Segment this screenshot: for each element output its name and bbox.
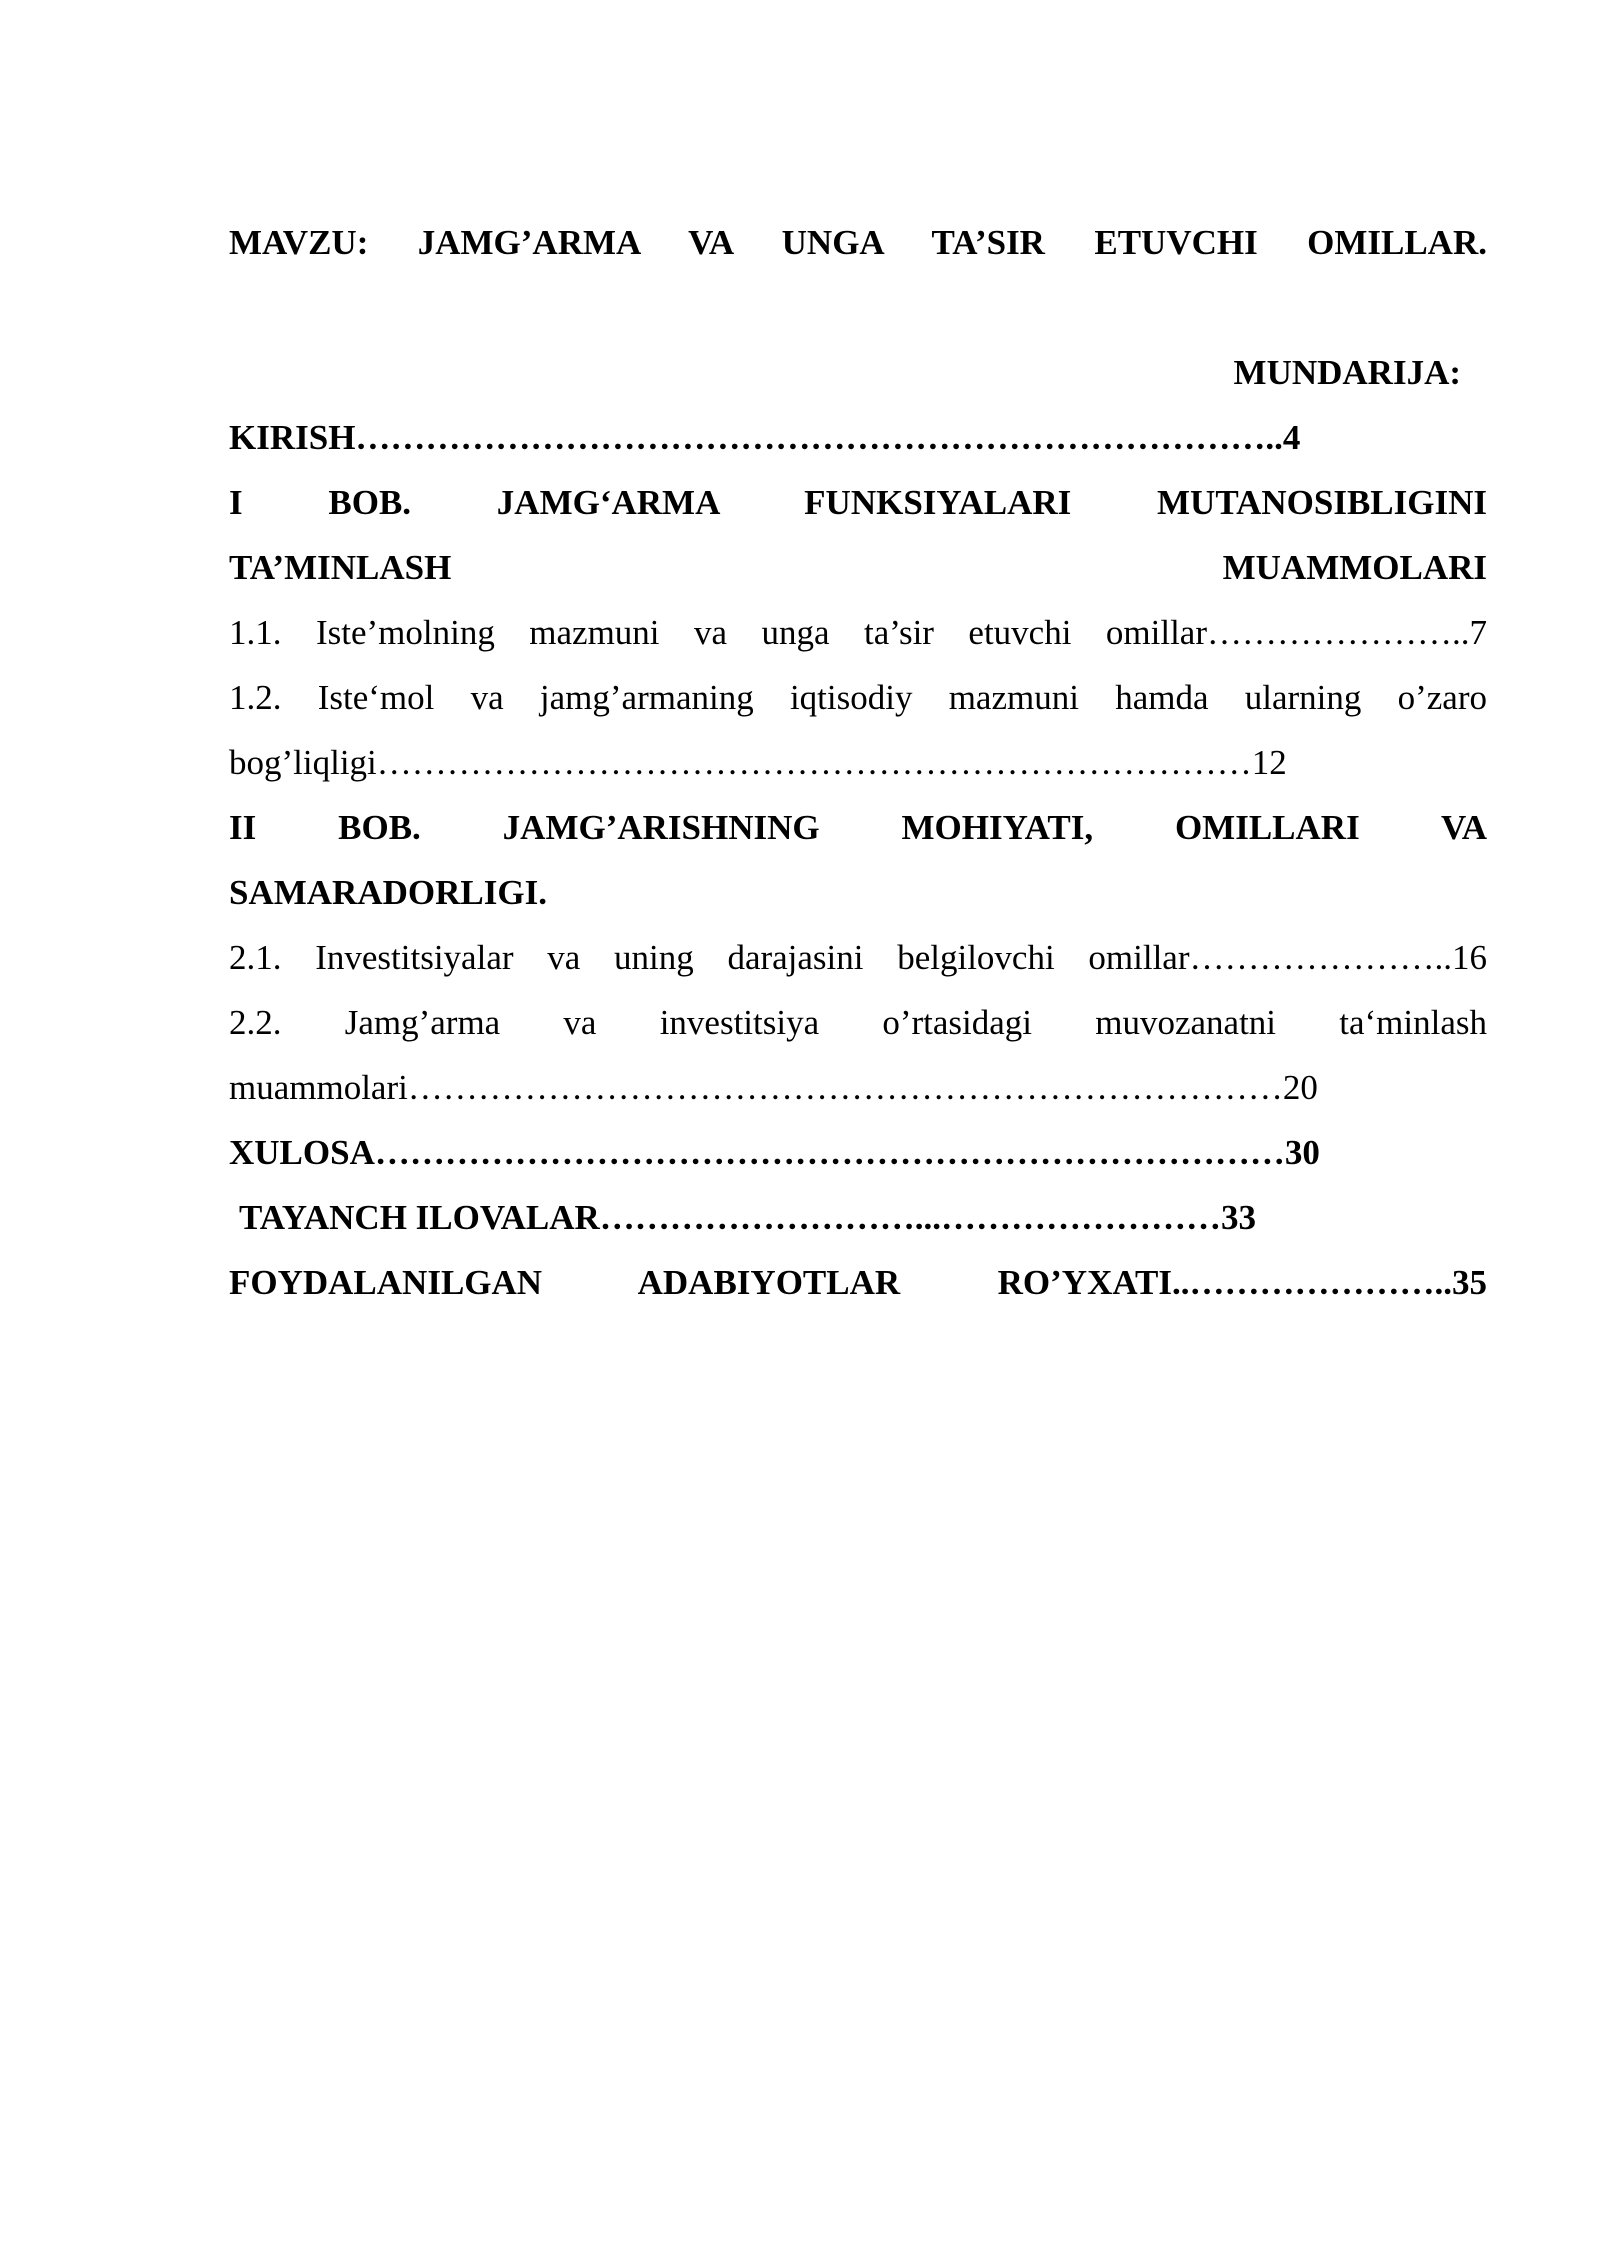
toc-chapter-1-line-2: TA’MINLASH MUAMMOLARI <box>229 548 1487 587</box>
toc-chapter-2-line-1: II BOB. JAMG’ARISHNING MOHIYATI, OMILLARI VA <box>229 808 1487 847</box>
toc-section-1-1: 1.1. Iste’molning mazmuni va unga ta’sir etuvchi omillar…………………..7 <box>229 613 1487 652</box>
toc-chapter-1-line-1: I BOB. JAMG‘ARMA FUNKSIYALARI MUTANOSIBLIGINI <box>229 483 1487 522</box>
toc-section-2-2-line-1: 2.2. Jamg’arma va investitsiya o’rtasidagi muvozanatni ta‘minlash <box>229 1003 1487 1042</box>
toc-section-1-2-line-1: 1.2. Iste‘mol va jamg’armaning iqtisodiy mazmuni hamda ularning o’zaro <box>229 678 1487 717</box>
toc-section-1-2-line-2: bog’liqligi…………………………………………………………………12 <box>229 743 1287 782</box>
toc-entry-kirish: KIRISH……………………………………………………………………..4 <box>229 418 1301 457</box>
toc-entry-foydalanilgan-adabiyotlar: FOYDALANILGAN ADABIYOTLAR RO’YXATI..…………………..35 <box>229 1263 1487 1302</box>
toc-chapter-2-line-2: SAMARADORLIGI. <box>229 873 547 912</box>
toc-entry-xulosa: XULOSA……………………………………………………………………30 <box>229 1133 1320 1172</box>
toc-section-2-2-line-2: muammolari…………………………………………………………………20 <box>229 1068 1318 1107</box>
contents-heading: MUNDARIJA: <box>1233 353 1461 392</box>
document-title: MAVZU: JAMG’ARMA VA UNGA TA’SIR ETUVCHI OMILLAR. <box>229 223 1487 262</box>
toc-entry-tayanch-ilovalar: TAYANCH ILOVALAR………………………...……………………33 <box>239 1198 1257 1237</box>
toc-section-2-1: 2.1. Investitsiyalar va uning darajasini belgilovchi omillar…………………..16 <box>229 938 1487 977</box>
document-page <box>229 210 1487 1315</box>
